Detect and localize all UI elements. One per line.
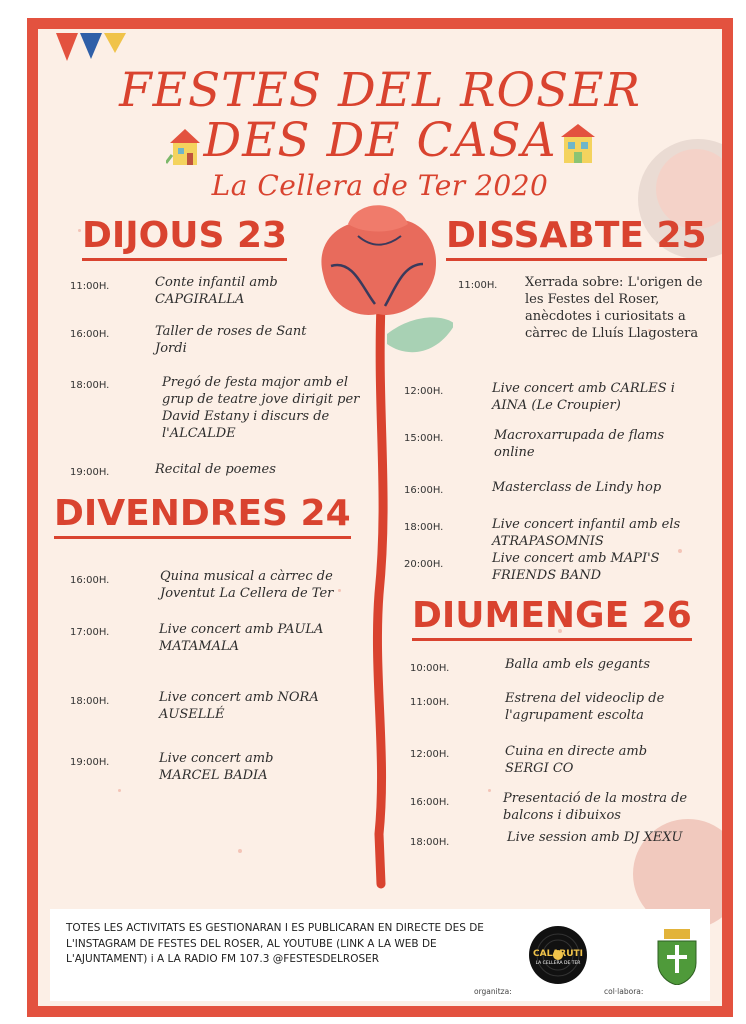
event-description: Xerrada sobre: L'origen de les Festes del Roser, anècdotes i curiositats a càrrec de Lluís Llagostera	[525, 275, 703, 341]
organizer-logo-name: CALARUTI	[533, 949, 583, 959]
house-icon	[166, 125, 204, 169]
footer-notice: TOTES LES ACTIVITATS ES GESTIONARAN I ES PUBLICARAN EN DIRECTE DES DE L'INSTAGRAM DE FESTES DEL ROSER, AL YOUTUBE (LINK A LA WEB DE L'AJUNTAMENT) i A LA RADIO FM 107.3 @FESTESDELROSER	[66, 922, 484, 965]
event-time: 15:00H.	[404, 433, 444, 444]
collabora-label: col·labora:	[604, 987, 644, 996]
event-time: 11:00H.	[410, 697, 450, 708]
event-description: Masterclass de Lindy hop	[492, 480, 662, 495]
event-time: 17:00H.	[70, 627, 110, 638]
event-description: Live concert amb MARCEL BADIA	[159, 751, 274, 783]
title-line-3: La Cellera de Ter 2020	[211, 169, 549, 202]
event-description: Live concert amb NORA AUSELLÉ	[159, 690, 319, 722]
footer-panel	[50, 909, 710, 1001]
event-description: Live concert infantil amb els ATRAPASOMNIS	[492, 517, 681, 549]
event-description: Live session amb DJ XEXU	[507, 830, 683, 845]
event-time: 19:00H.	[70, 757, 110, 768]
event-time: 16:00H.	[70, 329, 110, 340]
decor-speck	[118, 789, 121, 792]
event-time: 16:00H.	[404, 485, 444, 496]
rose-icon	[303, 194, 453, 894]
organizer-logo	[528, 925, 588, 985]
day-heading-divendres: DIVENDRES 24	[54, 493, 351, 539]
event-time: 16:00H.	[410, 797, 450, 808]
day-heading-dijous: DIJOUS 23	[82, 215, 287, 261]
event-time: 11:00H.	[70, 281, 110, 292]
event-description: Recital de poemes	[155, 462, 276, 477]
event-description: Presentació de la mostra de balcons i dibuixos	[503, 791, 688, 823]
decor-speck	[78, 229, 81, 232]
poster-paper	[38, 29, 722, 1006]
house-icon	[558, 121, 598, 167]
event-time: 18:00H.	[410, 837, 450, 848]
event-description: Estrena del videoclip de l'agrupament escolta	[505, 691, 665, 723]
event-description: Balla amb els gegants	[505, 657, 651, 672]
event-description: Pregó de festa major amb el grup de teatre jove dirigit per David Estany i discurs de l'ALCALDE	[162, 375, 360, 441]
event-time: 20:00H.	[404, 559, 444, 570]
event-description: Live concert amb CARLES i AINA (Le Croupier)	[492, 381, 675, 413]
organizer-logo-subtitle: LA CELLERA DE TER	[535, 961, 581, 966]
event-time: 16:00H.	[70, 575, 110, 586]
coat-of-arms-icon	[656, 929, 698, 985]
event-description: Live concert amb PAULA MATAMALA	[159, 622, 324, 654]
event-description: Cuina en directe amb SERGI CO	[505, 744, 648, 776]
event-description: Quina musical a càrrec de Joventut La Cellera de Ter	[160, 569, 334, 601]
title-line-1: FESTES DEL ROSER	[119, 63, 641, 118]
event-time: 18:00H.	[70, 380, 110, 391]
event-description: Macroxarrupada de flams online	[494, 428, 665, 460]
title-line-2: DES DE CASA	[203, 113, 557, 168]
event-time: 10:00H.	[410, 663, 450, 674]
event-time: 12:00H.	[404, 386, 444, 397]
event-description: Conte infantil amb CAPGIRALLA	[155, 275, 278, 307]
event-time: 12:00H.	[410, 749, 450, 760]
event-time: 19:00H.	[70, 467, 110, 478]
event-description: Taller de roses de Sant Jordi	[155, 324, 307, 356]
event-time: 18:00H.	[70, 696, 110, 707]
poster-frame	[27, 18, 733, 1017]
event-description: Live concert amb MAPI'S FRIENDS BAND	[492, 551, 660, 583]
decor-speck	[488, 789, 491, 792]
day-heading-dissabte: DISSABTE 25	[446, 215, 707, 261]
event-time: 11:00H.	[458, 280, 498, 291]
event-time: 18:00H.	[404, 522, 444, 533]
decor-speck	[238, 849, 242, 853]
organitza-label: organitza:	[474, 987, 512, 996]
day-heading-diumenge: DIUMENGE 26	[412, 595, 692, 641]
